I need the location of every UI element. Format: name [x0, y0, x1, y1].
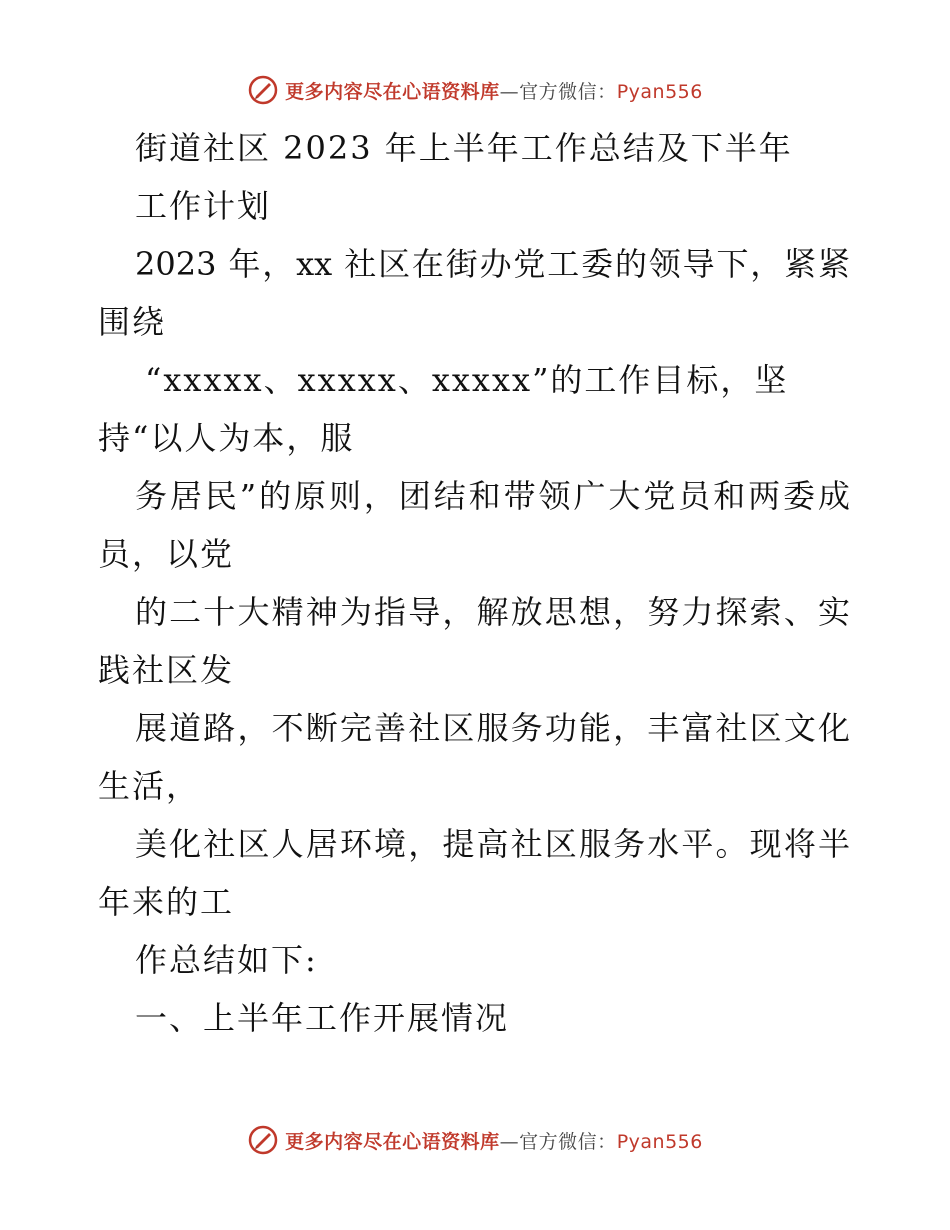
banner-wechat-label: 官方微信：: [519, 80, 617, 103]
doc-line: 美化社区人居环境，提高社区服务水平。现将半: [135, 825, 850, 863]
banner-wechat-label: 官方微信：: [519, 1130, 617, 1153]
banner-wechat-id: Pyan556: [616, 80, 703, 103]
quill-logo-icon: [247, 74, 279, 106]
banner-separator: —: [499, 1130, 520, 1153]
doc-line: 员，以党: [98, 535, 235, 573]
banner-brand: 更多内容尽在心语资料库: [285, 1130, 500, 1153]
doc-line: 践社区发: [98, 651, 235, 689]
footer-banner: [0, 1120, 950, 1160]
doc-title-line-1: 街道社区 2023 年上半年工作总结及下半年: [135, 129, 793, 167]
header-banner: [0, 70, 950, 110]
doc-line: 务居民”的原则，团结和带领广大党员和两委成: [135, 477, 850, 515]
doc-line: 围绕: [98, 303, 167, 341]
quill-logo-icon: [247, 1124, 279, 1156]
doc-line: 2023 年，xx 社区在街办党工委的领导下，紧紧: [135, 245, 850, 283]
doc-line: 年来的工: [98, 883, 235, 921]
doc-line: 生活，: [98, 767, 201, 805]
banner-wechat-id: Pyan556: [616, 1130, 703, 1153]
doc-line: “xxxxx、xxxxx、xxxxx”的工作目标，坚: [145, 361, 789, 399]
doc-title-line-2: 工作计划: [135, 187, 272, 225]
banner-separator: —: [499, 80, 520, 103]
doc-line: 的二十大精神为指导，解放思想，努力探索、实: [135, 593, 850, 631]
banner-text: [285, 77, 703, 104]
doc-line: 展道路，不断完善社区服务功能，丰富社区文化: [135, 709, 850, 747]
section-heading: 一、上半年工作开展情况: [135, 999, 510, 1037]
doc-line: 作总结如下:: [135, 941, 318, 979]
banner-brand: 更多内容尽在心语资料库: [285, 80, 500, 103]
doc-line: 持“以人为本，服: [98, 419, 355, 457]
banner-text: [285, 1127, 703, 1154]
